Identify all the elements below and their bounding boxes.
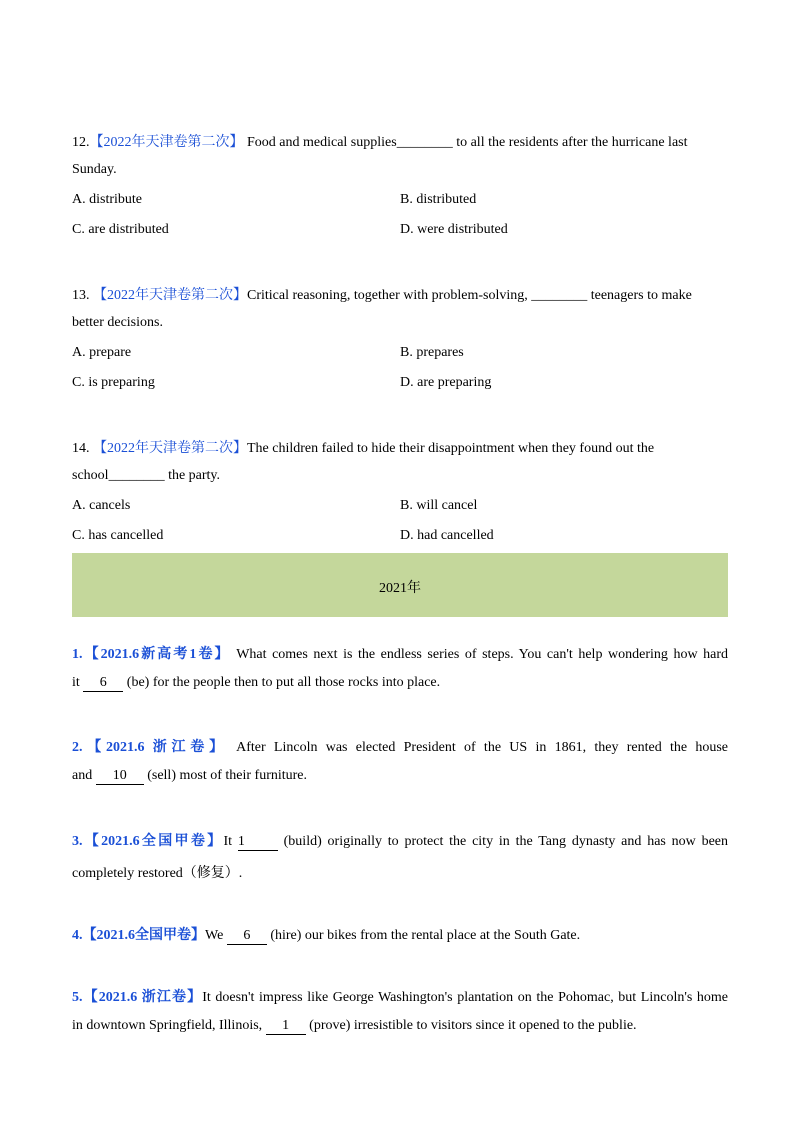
question-text: school (72, 468, 109, 483)
question-13 (72, 284, 692, 304)
question-text: (hire) our bikes from the rental place at the South Gate. (270, 928, 581, 943)
answer-blank[interactable]: 6 (227, 928, 267, 945)
question-text: The children failed to hide their disappointment when they found out the (247, 441, 655, 456)
section-banner (72, 553, 728, 617)
answer-blank[interactable]: 10 (96, 768, 144, 785)
question-text-line2: completely restored（修复）. (72, 866, 243, 881)
option-d: D. were distributed (400, 222, 508, 237)
option-a: A. distribute (72, 192, 142, 207)
option-c: C. is preparing (72, 375, 155, 390)
question-14 (72, 437, 654, 457)
answer-blank[interactable]: ________ (396, 135, 453, 150)
option-c: C. are distributed (72, 222, 169, 237)
question-12 (72, 131, 688, 151)
source-tag: 【2022年天津卷第二次】 (93, 288, 247, 303)
question-text-line2: Sunday. (72, 162, 117, 177)
question-text: Critical reasoning, together with problem-solving, (247, 288, 528, 303)
question-text: to all the residents after the hurricane last (456, 135, 688, 150)
question-2021-2 (72, 736, 728, 756)
question-text: It doesn't impress like George Washington's plantation on the Pohomac, but Lincoln's home (202, 990, 729, 1005)
question-text: We (205, 928, 224, 943)
question-number: 5. (72, 990, 83, 1005)
answer-blank[interactable]: 1 (266, 1018, 306, 1035)
answer-blank[interactable]: ________ (531, 288, 588, 303)
question-text: After Lincoln was elected President of the US in 1861, they rented the house (236, 740, 729, 755)
option-b: B. prepares (400, 345, 464, 360)
source-tag: 【2021.6全国甲卷】 (82, 834, 224, 849)
question-number: 3. (72, 834, 83, 849)
option-d: D. had cancelled (400, 528, 494, 543)
question-text: (sell) most of their furniture. (147, 768, 308, 783)
source-tag: 【2021.6 浙江卷】 (82, 990, 203, 1005)
question-number: 2. (72, 740, 83, 755)
question-text: in downtown Springfield, Illinois, (72, 1018, 263, 1033)
question-2021-4 (72, 924, 580, 945)
option-a: A. prepare (72, 345, 132, 360)
question-number: 4. (72, 928, 83, 943)
answer-blank[interactable]: 1 (238, 834, 278, 851)
option-b: B. will cancel (400, 498, 478, 513)
question-text: the party. (168, 468, 221, 483)
source-tag: 【2022年天津卷第二次】 (89, 135, 244, 150)
option-b: B. distributed (400, 192, 477, 207)
option-a: A. cancels (72, 498, 131, 513)
question-text-line2 (72, 768, 307, 785)
question-text: It (223, 834, 233, 849)
question-number: 12. (72, 135, 90, 150)
question-text: (prove) irresistible to visitors since it opened to the publie. (309, 1018, 637, 1033)
question-text: Food and medical supplies (247, 135, 397, 150)
answer-blank[interactable]: ________ (108, 468, 165, 483)
question-number: 13. (72, 288, 90, 303)
question-2021-1 (72, 643, 728, 663)
question-2021-5 (72, 986, 728, 1006)
question-text: it (72, 675, 80, 690)
question-number: 1. (72, 647, 83, 662)
question-text: (be) for the people then to put all those rocks into place. (126, 675, 441, 690)
question-text-line2 (72, 468, 220, 484)
section-title: 2021年 (379, 581, 421, 596)
question-text: (build) originally to protect the city in the Tang dynasty and has now been (283, 834, 729, 849)
question-2021-3 (72, 830, 728, 851)
question-text-line2 (72, 1018, 637, 1035)
question-text-line2 (72, 675, 440, 692)
question-number: 14. (72, 441, 90, 456)
answer-blank[interactable]: 6 (83, 675, 123, 692)
option-c: C. has cancelled (72, 528, 164, 543)
source-tag: 【2021.6 浙江卷】 (82, 740, 228, 755)
question-text: teenagers to make (590, 288, 692, 303)
question-text: What comes next is the endless series of steps. You can't help wondering how hard (236, 647, 729, 662)
source-tag: 【2021.6新高考1卷】 (82, 647, 231, 662)
source-tag: 【2021.6全国甲卷】 (82, 928, 205, 943)
option-d: D. are preparing (400, 375, 492, 390)
source-tag: 【2022年天津卷第二次】 (93, 441, 247, 456)
question-text: and (72, 768, 93, 783)
question-text-line2: better decisions. (72, 315, 163, 330)
